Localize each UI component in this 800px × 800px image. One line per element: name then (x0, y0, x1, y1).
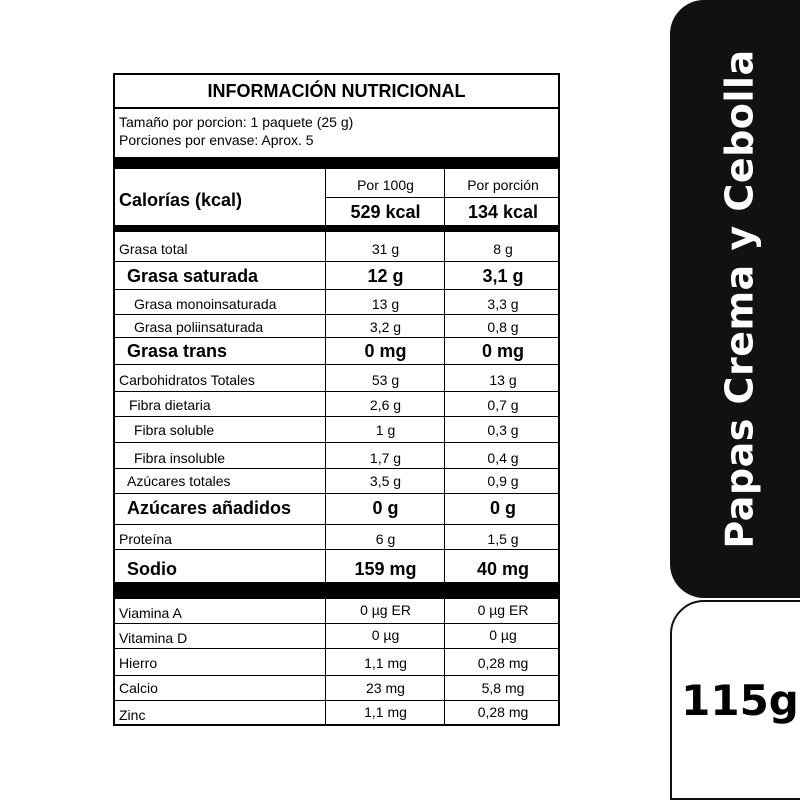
nutrient-label: Fibra dietaria (129, 397, 211, 413)
nutrient-label: Fibra insoluble (134, 450, 226, 466)
nutrient-perportion: 0,9 g (487, 473, 519, 489)
col-header-perportion: Por porción (467, 177, 539, 193)
nutrient-label: Zinc (119, 707, 146, 723)
nutrient-label: Proteína (119, 531, 172, 547)
calories-label: Calorías (kcal) (119, 190, 243, 210)
nutrient-perportion: 0,4 g (487, 450, 519, 466)
row-divider (115, 493, 558, 494)
nutrient-label: Azúcares totales (127, 473, 231, 489)
nutrient-per100: 12 g (367, 266, 404, 286)
nutrient-per100: 0 mg (364, 341, 407, 361)
nutrient-per100: 3,2 g (369, 319, 402, 335)
divider-thick (115, 582, 558, 599)
row-divider (115, 468, 558, 469)
nutrient-perportion: 3,1 g (482, 266, 524, 286)
row-divider (115, 623, 558, 624)
nutrient-perportion: 5,8 mg (481, 680, 525, 696)
header-divider (325, 197, 560, 198)
nutrient-label: Viamina A (119, 605, 182, 621)
nutrient-per100: 1,1 mg (364, 655, 407, 671)
col-header-per100: Por 100g (357, 177, 414, 193)
nutrient-label: Carbohidratos Totales (119, 372, 255, 388)
nutrient-perportion: 0,3 g (487, 422, 519, 438)
row-divider (115, 675, 558, 676)
nutrient-per100: 0 g (372, 498, 399, 518)
nutrient-perportion: 0 mg (481, 341, 524, 361)
net-weight: 115g (681, 675, 799, 725)
nutrient-perportion: 13 g (489, 372, 517, 388)
nutrient-perportion: 0 µg ER (477, 602, 529, 618)
row-divider (115, 314, 558, 315)
column-divider (444, 169, 445, 726)
nutrient-label: Sodio (127, 559, 177, 579)
panel-title: INFORMACIÓN NUTRICIONAL (115, 75, 558, 109)
nutrient-label: Grasa total (119, 241, 188, 257)
servings-per-container: Porciones por envase: Aprox. 5 (119, 132, 314, 148)
nutrient-per100: 6 g (375, 531, 396, 547)
nutrient-label: Hierro (119, 655, 158, 671)
nutrient-per100: 1,1 mg (364, 704, 407, 720)
net-weight-tab (670, 600, 800, 800)
nutrient-per100: 31 g (371, 241, 400, 257)
nutrient-label: Fibra soluble (134, 422, 215, 438)
nutrient-label: Calcio (119, 680, 158, 696)
row-divider (115, 416, 558, 417)
nutrient-per100: 53 g (371, 372, 400, 388)
calories-per100: 529 kcal (350, 202, 421, 222)
product-name-tab (670, 0, 800, 598)
nutrient-perportion: 0,28 mg (477, 655, 529, 671)
nutrition-facts-panel (113, 73, 560, 726)
nutrient-label: Grasa poliinsaturada (134, 319, 264, 335)
row-divider (115, 261, 558, 262)
nutrient-label: Vitamina D (119, 630, 188, 646)
row-divider (115, 364, 558, 365)
row-divider (115, 391, 558, 392)
nutrient-perportion: 8 g (493, 241, 513, 257)
nutrient-per100: 0 µg ER (360, 602, 411, 618)
row-divider (115, 442, 558, 443)
nutrient-per100: 13 g (371, 296, 400, 312)
row-divider (115, 524, 558, 525)
nutrient-perportion: 1,5 g (487, 531, 519, 547)
nutrient-per100: 23 mg (366, 680, 405, 696)
serving-size: Tamaño por porcion: 1 paquete (25 g) (119, 114, 354, 130)
nutrient-per100: 159 mg (354, 559, 417, 579)
divider-thick (115, 225, 558, 232)
nutrient-per100: 1,7 g (369, 450, 402, 466)
nutrient-label: Azúcares añadidos (127, 498, 292, 518)
nutrient-per100: 2,6 g (369, 397, 402, 413)
row-divider (115, 549, 558, 550)
product-name: Papas Crema y Cebolla (718, 49, 763, 549)
serving-info (119, 113, 353, 149)
nutrient-perportion: 0 µg (489, 627, 517, 643)
nutrient-perportion: 3,3 g (487, 296, 519, 312)
row-divider (115, 700, 558, 701)
calories-perportion: 134 kcal (467, 202, 539, 222)
row-divider (115, 289, 558, 290)
divider-thick (115, 157, 558, 169)
nutrient-label: Grasa trans (127, 341, 228, 361)
nutrient-per100: 1 g (375, 422, 396, 438)
row-divider (115, 337, 558, 338)
nutrient-per100: 0 µg (371, 627, 400, 643)
column-divider (325, 169, 326, 726)
nutrient-perportion: 0,8 g (487, 319, 519, 335)
nutrient-perportion: 0,28 mg (477, 704, 529, 720)
row-divider (115, 648, 558, 649)
nutrient-label: Grasa monoinsaturada (134, 296, 277, 312)
nutrient-perportion: 0,7 g (487, 397, 519, 413)
nutrient-perportion: 0 g (489, 498, 516, 518)
nutrient-label: Grasa saturada (127, 266, 259, 286)
nutrient-per100: 3,5 g (369, 473, 402, 489)
nutrient-perportion: 40 mg (476, 559, 530, 579)
